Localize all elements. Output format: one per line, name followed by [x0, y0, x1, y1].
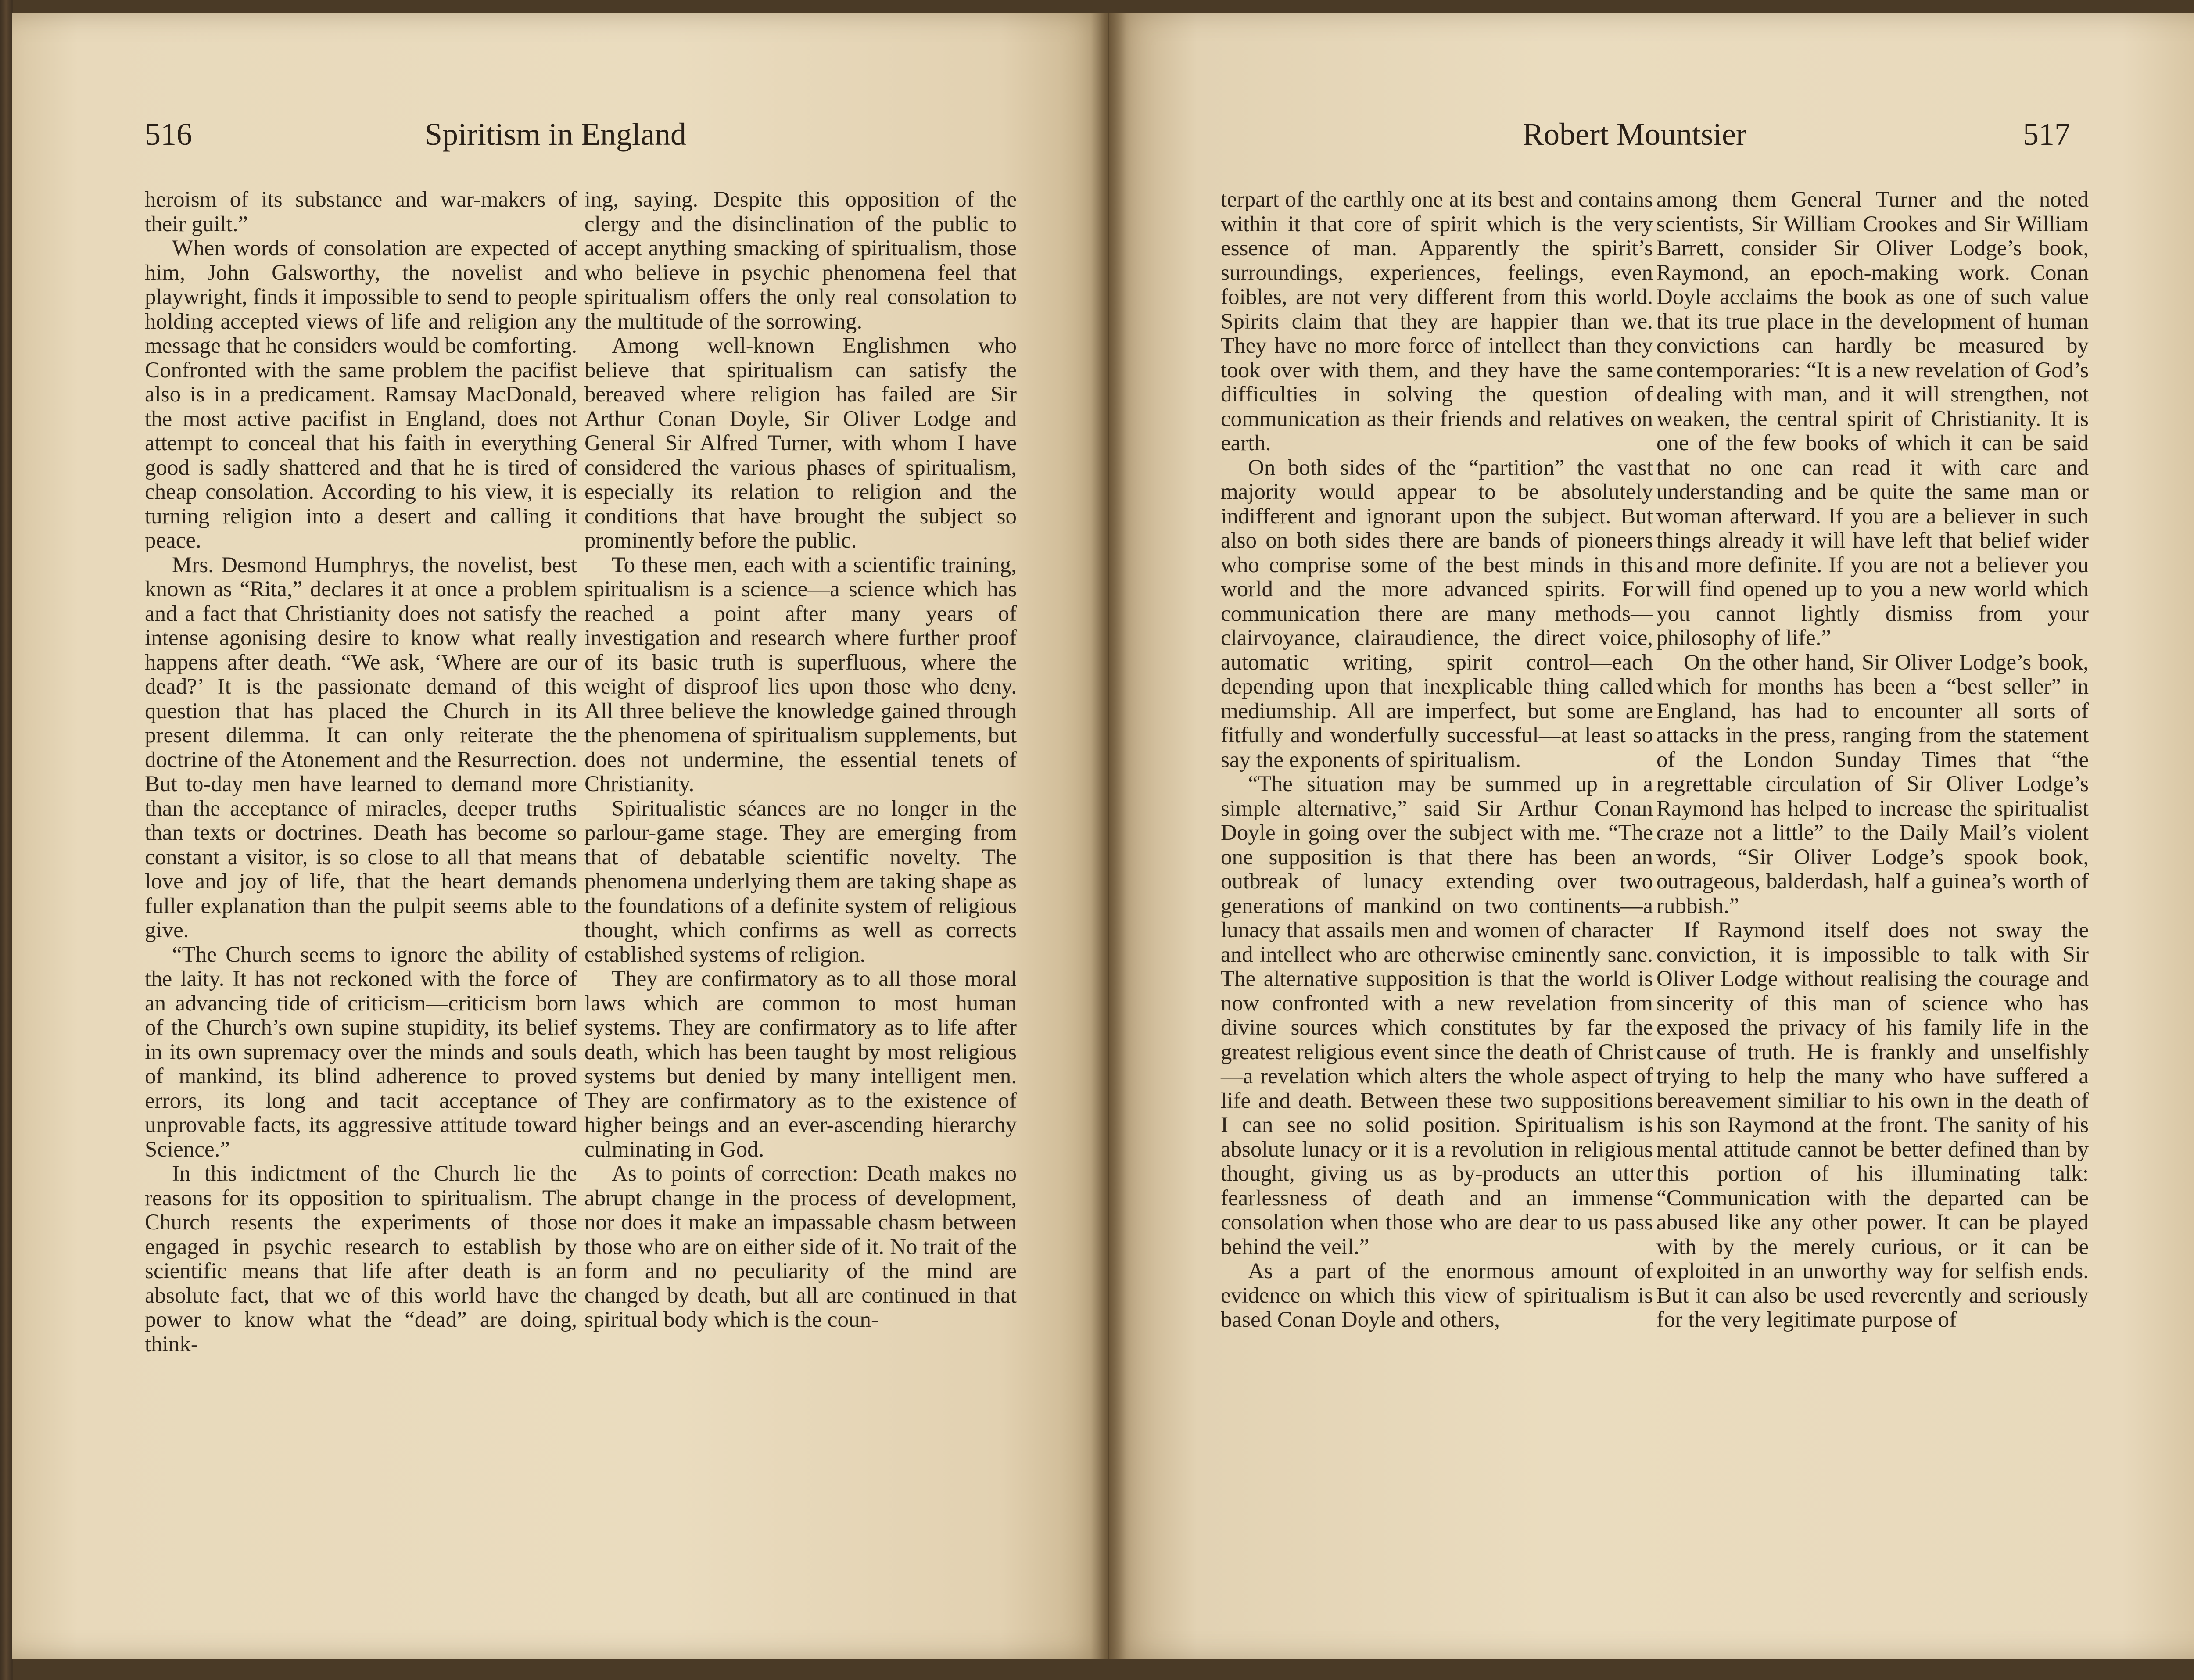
left-page	[12, 13, 1109, 1659]
running-title-right: Robert Mountsier	[1523, 117, 1746, 152]
right-page	[1109, 13, 2194, 1659]
paragraph: In this indictment of the Church lie the reasons for its opposition to spiritualism. The Church resents the experiments of those engaged in psychic research to establish by scientific means that life after death is an absolute fact, that we of this world have the power to know what the “dead” are doing, think-	[145, 1161, 577, 1357]
paragraph: terpart of the earthly one at its best and contains within it that core of spirit which is the very essence of man. Apparently the spirit’s surroundings, experiences, feelings, even foibles, are not very different from this world. Spirits claim that they are happier than we. They have no more force of intellect than they took over with them, and they have the same difficulties in solving the question of communication as their friends and relatives on earth.	[1221, 187, 1653, 455]
paragraph: They are confirmatory as to all those moral laws which are common to most human systems. They are confirmatory as to life after death, which has been taught by most religious systems but denied by many intelligent men. They are confirmatory as to the existence of higher beings and an ever-ascending hierarchy culminating in God.	[584, 967, 1017, 1162]
paragraph: Spiritualistic séances are no longer in the parlour-game stage. They are emerging from that of debatable scientific novelty. The phenomena underlying them are taking shape as the foundations of a definite system of religious thought, which confirms as well as corrects established systems of religion.	[584, 796, 1017, 967]
paragraph: among them General Turner and the noted scientists, Sir William Crookes and Sir William Barrett, consider Sir Oliver Lodge’s book, Raymond, an epoch-making work. Conan Doyle acclaims the book as one of such value that its true place in the development of human convictions can hardly be measured by contemporaries: “It is a new revelation of God’s dealing with man, and it will strengthen, not weaken, the central spirit of Christianity. It is one of the few books of which it can be said that no one can read it with care and understanding and be quite the same man or woman afterward. If you are a believer in such things already it will have left that belief wider and more definite. If you are not a believer you will find opened up to you a new world which you cannot lightly dismiss from your philosophy of life.”	[1656, 187, 2089, 650]
paragraph: On both sides of the “partition” the vast majority would appear to be absolutely indifferent and ignorant upon the subject. But also on both sides there are bands of pioneers who comprise some of the best minds in this world and the more advanced spirits. For communication there are many methods—clairvoyance, clairaudience, the direct voice, automatic writing, spirit control—each depending upon that inexplicable thing called mediumship. All are imperfect, but some are fitfully and wonderfully successful—at least so say the exponents of spiritualism.	[1221, 455, 1653, 772]
paragraph: When words of consolation are expected of him, John Galsworthy, the novelist and playwright, finds it impossible to send to people holding accepted views of life and religion any message that he considers would be comforting. Confronted with the same problem the pacifist also is in a predicament. Ramsay MacDonald, the most active pacifist in England, does not attempt to conceal that his faith in everything good is sadly shattered and that he is tired of cheap consolation. According to his view, it is turning religion into a desert and calling it peace.	[145, 236, 577, 553]
right-page-column-2	[1656, 188, 2089, 1333]
paragraph: To these men, each with a scientific training, spiritualism is a science—a science which has reached a point after many years of investigation and research where further proof of its basic truth is superfluous, where the weight of disproof lies upon those who deny. All three believe the knowledge gained through the phenomena of spiritualism supplements, but does not undermine, the essential tenets of Christianity.	[584, 552, 1017, 796]
paragraph: On the other hand, Sir Oliver Lodge’s book, which for months has been a “best seller” in England, has had to encounter all sorts of attacks in the press, ranging from the statement of the London Sunday Times that “the regrettable circulation of Sir Oliver Lodge’s Raymond has helped to increase the spiritualist craze not a little” to the Daily Mail’s violent words, “Sir Oliver Lodge’s spook book, outrageous, balderdash, half a guinea’s worth of rubbish.”	[1656, 650, 2089, 918]
book-gutter	[1091, 13, 1126, 1659]
paragraph: heroism of its substance and war-makers of their guilt.”	[145, 187, 577, 236]
page-number-left: 516	[145, 117, 192, 152]
right-page-column-1	[1221, 188, 1653, 1333]
paragraph: Among well-known Englishmen who believe that spiritualism can satisfy the bereaved where religion has failed are Sir Arthur Conan Doyle, Sir Oliver Lodge and General Sir Alfred Turner, with whom I have considered the various phases of spiritualism, especially its relation to religion and the conditions that have brought the subject so prominently before the public.	[584, 333, 1017, 553]
left-page-column-1	[145, 188, 577, 1357]
paragraph: Mrs. Desmond Humphrys, the novelist, best known as “Rita,” declares it at once a problem and a fact that Christianity does not satisfy the intense agonising desire to know what really happens after death. “We ask, ‘Where are our dead?’ It is the passionate demand of this question that has placed the Church in its present dilemma. It can only reiterate the doctrine of the Atonement and the Resurrection. But to-day men have learned to demand more than the acceptance of miracles, deeper truths than texts or doctrines. Death has become so constant a visitor, is so close to all that means love and joy of life, that the heart demands fuller explanation than the pulpit seems able to give.	[145, 552, 577, 942]
paragraph: “The Church seems to ignore the ability of the laity. It has not reckoned with the force of an advancing tide of criticism—criticism born of the Church’s own supine stupidity, its belief in its own supremacy over the minds and souls of mankind, its blind adherence to proved errors, its long and tacit acceptance of unprovable facts, its aggressive attitude toward Science.”	[145, 942, 577, 1162]
left-page-column-2	[584, 188, 1017, 1333]
paragraph: If Raymond itself does not sway the conviction, it is impossible to talk with Sir Oliver Lodge without realising the courage and sincerity of this man of science who has exposed the privacy of his family life in the cause of truth. He is frankly and unselfishly trying to help the many who have suffered a bereavement similiar to his own in the death of his son Raymond at the front. The sanity of his mental attitude cannot be better defined than by this portion of his illuminating talk: “Communication with the departed can be abused like any other power. It can be played with by the merely curious, or it can be exploited in an unworthy way for selfish ends. But it can also be used reverently and seriously for the very legitimate purpose of	[1656, 918, 2089, 1332]
paragraph: As to points of correction: Death makes no abrupt change in the process of development, nor does it make an impassable chasm between those who are on either side of it. No trait of the form and no peculiarity of the mind are changed by death, but all are continued in that spiritual body which is the coun-	[584, 1161, 1017, 1332]
paragraph: “The situation may be summed up in a simple alternative,” said Sir Arthur Conan Doyle in going over the subject with me. “The one supposition is that there has been an outbreak of lunacy extending over two generations of mankind on two continents—a lunacy that assails men and women of character and intellect who are otherwise eminently sane. The alternative supposition is that the world is now confronted with a new revelation from divine sources which constitutes by far the greatest religious event since the death of Christ—a revelation which alters the whole aspect of life and death. Between these two suppositions I can see no solid position. Spiritualism is absolute lunacy or it is a revolution in religious thought, giving us as by-products an utter fearlessness of death and an immense consolation when those who are dear to us pass behind the veil.”	[1221, 772, 1653, 1259]
paragraph: ing, saying. Despite this opposition of the clergy and the disinclination of the public to accept anything smacking of spiritualism, those who believe in psychic phenomena feel that spiritualism offers the only real consolation to the multitude of the sorrowing.	[584, 187, 1017, 334]
page-number-right: 517	[2023, 117, 2070, 152]
running-title-left: Spiritism in England	[425, 117, 687, 152]
paragraph: As a part of the enormous amount of evidence on which this view of spiritualism is based Conan Doyle and others,	[1221, 1259, 1653, 1332]
